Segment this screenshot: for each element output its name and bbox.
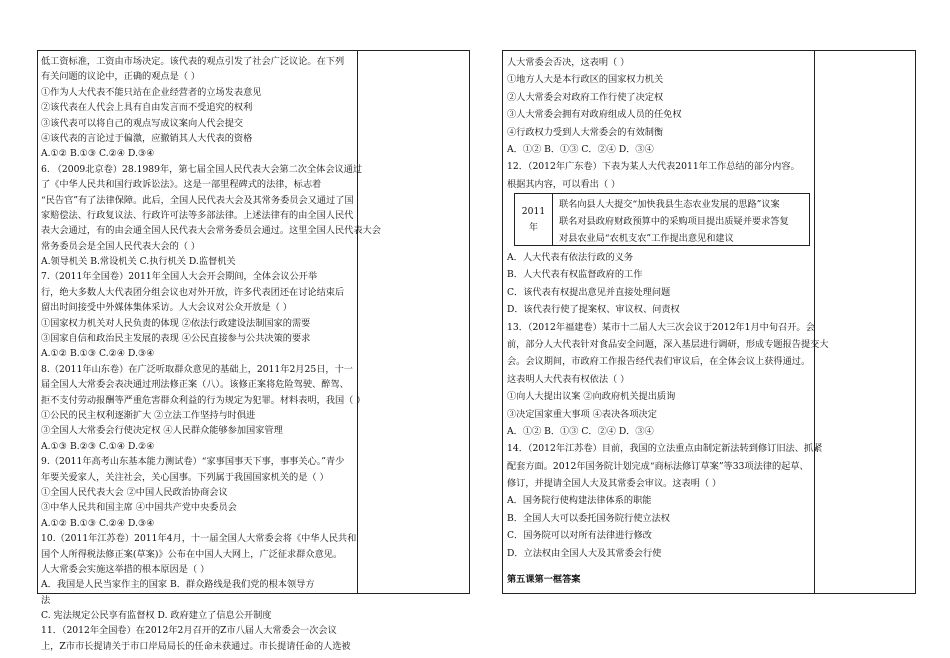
question-text-line: A．我国是人民当家作主的国家 B．群众路线是我们党的根本领导方 <box>41 579 315 591</box>
question-text-line: A.①② B.①③ C.②④ D.③④ <box>41 348 155 360</box>
question-text-line: 常务委员会是全国人民代表大会的（ ） <box>41 240 201 252</box>
table-items-cell <box>559 196 789 247</box>
question-text-line: ③人大常委会拥有对政府组成人员的任免权 <box>507 109 682 121</box>
question-text-line: 有关问题的议论中，正确的观点是（ ） <box>41 71 201 83</box>
question-text-line: 届全国人大常委会表决通过刑法修正案（八）。该修正案将危险驾驶、醉驾、 <box>41 379 349 391</box>
question-text-line: D．立法权由全国人大及其常委会行使 <box>507 547 662 559</box>
question-text-line: ③该代表可以将自己的观点写成议案向人代会提交 <box>41 117 244 129</box>
question-text-line: ③中华人民共和国主席 ④中国共产党中央委员会 <box>41 502 237 514</box>
question-text-line: 前，部分人大代表针对食品安全问题，深入基层进行调研，形成专题报告提交大 <box>507 338 829 350</box>
question-text-line: A.①③ B.②③ C.①④ D.②④ <box>41 440 155 452</box>
answer-section-title: 第五课第一框答案 <box>507 574 581 585</box>
question-text-line: A．人大代表有依法行政的义务 <box>507 252 634 263</box>
question-text-line: ①向人大提出议案 ②向政府机关提出质询 <box>507 391 676 403</box>
question-text-line: C. 宪法规定公民享有监督权 D. 政府建立了信息公开制度 <box>41 610 272 622</box>
question-text-line: A．国务院行使构建法律体系的职能 <box>507 495 652 507</box>
question-text-line: 了《中华人民共和国行政诉讼法》。这是一部里程碑式的法律，标志着 <box>41 179 322 191</box>
question-text-line: C．国务院可以对所有法律进行修改 <box>507 530 652 542</box>
question-text-line: D．该代表行使了提案权、审议权、问责权 <box>507 304 680 316</box>
question-text-line: ①国家权力机关对人民负责的体现 ②依法行政建设法制国家的需要 <box>41 317 311 329</box>
question-text-line: “民告官”有了法律保障。此后，全国人民代表大会及其常务委员会又通过了国 <box>41 194 354 206</box>
question-text-line: A．①② B．①③ C．②④ D．③④ <box>507 425 654 437</box>
question-text-line: 拒不支付劳动报酬等严重危害群众利益的行为规定为犯罪。材料表明，我国（ ） <box>41 394 366 406</box>
question-text-line: 低工资标准，工资由市场决定。该代表的观点引发了社会广泛议论。在下列 <box>41 56 345 67</box>
table-year-cell <box>515 194 553 245</box>
question-text-line: A．①② B．①③ C．②④ D．③④ <box>507 143 654 155</box>
question-text-line: 根据其内容，可以看出（ ） <box>507 178 621 190</box>
question-text-line: 10.（2011年江苏卷）2011年4月，十一届全国人大常委会将《中华人民共和 <box>41 533 357 545</box>
question-text-line: 修订，并提请全国人大及其常委会审议。这表明（ ） <box>507 478 722 490</box>
question-text-line: ②人大常委会对政府工作行使了决定权 <box>507 91 664 103</box>
question-text-line: 配套方面。2012年国务院计划完成“商标法修订草案”等33项法律的起草、 <box>507 460 809 472</box>
question-text-line: ③国家自信和政治民主发展的表现 ④公民直接参与公共决策的要求 <box>41 333 311 345</box>
right-question-column-top <box>507 54 800 193</box>
question-text-line: 留出时间接受中外媒体集体采访。人大会议对公众开放是（ ） <box>41 302 292 314</box>
question-text-line: 人大常委会否决，这表明（ ） <box>507 57 630 68</box>
question-text-line: ②该代表在人代会上具有自由发言而不受追究的权利 <box>41 102 253 114</box>
right-question-column-bottom <box>507 249 829 562</box>
q12-work-summary-table <box>514 193 810 246</box>
left-question-column <box>41 54 381 654</box>
question-text-line: 14．（2012年江苏卷）目前，我国的立法重点由制定新法转到修订旧法、抓紧 <box>507 443 823 455</box>
question-text-line: A.领导机关 B.常设机关 C.执行机关 D.监督机关 <box>41 256 236 268</box>
question-text-line: B．人大代表有权监督政府的工作 <box>507 269 643 281</box>
question-text-line: 11．（2012年全国卷）在2012年2月召开的Z市八届人大常委会一次会议 <box>41 625 337 637</box>
question-text-line: 家赔偿法、行政复议法、行政许可法等多部法律。上述法律有的由全国人民代 <box>41 209 354 221</box>
question-text-line: 9.（2011年高考山东基本能力测试卷）“家事国事天下事，事事关心。”青少 <box>41 456 345 468</box>
question-text-line: ④行政权力受到人大常委会的有效制衡 <box>507 126 664 138</box>
table-year-suffix: 年 <box>528 221 539 233</box>
question-text-line: B．全国人大可以委托国务院行使立法权 <box>507 512 670 524</box>
question-text-line: 这表明人大代表有权依法（ ） <box>507 373 630 385</box>
question-text-line: 会。会议期间，市政府工作报告经代表们审议后，在全体会议上获得通过。 <box>507 356 811 368</box>
question-text-line: ①作为人大代表不能只站在企业经营者的立场发表意见 <box>41 86 262 98</box>
table-item: 对县农业局“农机支农”工作提出意见和建议 <box>559 233 734 244</box>
question-text-line: 行，绝大多数人大代表团分组会议也对外开放，许多代表团还在讨论结束后 <box>41 286 345 298</box>
table-year-number: 2011 <box>521 205 546 217</box>
question-text-line: ④该代表的言论过于偏激，应撤销其人大代表的资格 <box>41 132 253 144</box>
question-text-line: 法 <box>41 594 51 606</box>
question-text-line: ③全国人大常委会行使决定权 ④人民群众能够参加国家管理 <box>41 425 283 437</box>
question-text-line: 国个人所得税法修正案(草案)》公布在中国人大网上，广泛征求群众意见。 <box>41 548 343 560</box>
question-text-line: 13．（2012年福建卷）某市十二届人大三次会议于2012年1月中旬召开。会 <box>507 321 815 333</box>
question-text-line: 上，Z市市长提请关于市口岸局局长的任命未获通过。市长提请任命的人选被 <box>41 640 351 652</box>
question-text-line: 人大常委会实施这举措的根本原因是（ ） <box>41 563 210 575</box>
question-text-line: A.①② B.①③ C.②④ D.③④ <box>41 148 155 160</box>
question-text-line: ①全国人民代表大会 ②中国人民政治协商会议 <box>41 486 228 498</box>
question-text-line: 6. （2009北京卷）28.1989年，第七届全国人民代表大会第二次全体会议通过 <box>41 163 363 175</box>
table-item: 联名对县政府财政预算中的采购项目提出质疑并要求答复 <box>559 216 789 227</box>
question-text-line: 年要关爱家人，关注社会，关心国事。下列属于我国国家机关的是（ ） <box>41 471 329 483</box>
question-text-line: ①地方人大是本行政区的国家权力机关 <box>507 74 664 86</box>
question-text-line: 表大会通过，有的由会通全国人民代表大会常务委员会通过。这里全国人民代表大会 <box>41 225 381 237</box>
question-text-line: C．该代表有权提出意见并直接处理问题 <box>507 286 671 298</box>
question-text-line: A.①② B.①③ C.②④ D.③④ <box>41 517 155 529</box>
question-text-line: 8.（2011年山东卷）在广泛听取群众意见的基础上，2011年2月25日，十一 <box>41 363 353 375</box>
question-text-line: 12．（2012年广东卷）下表为某人大代表2011年工作总结的部分内容。 <box>507 161 800 173</box>
question-text-line: 7.（2011年全国卷）2011年全国人大会开会期间，全体会议公开举 <box>41 271 318 283</box>
question-text-line: ③决定国家重大事项 ④表决各项决定 <box>507 408 657 420</box>
question-text-line: ①公民的民主权利逐渐扩大 ②立法工作坚持与时俱进 <box>41 409 256 421</box>
table-item: 联名向县人大提交“加快我县生态农业发展的思路”议案 <box>559 199 780 210</box>
